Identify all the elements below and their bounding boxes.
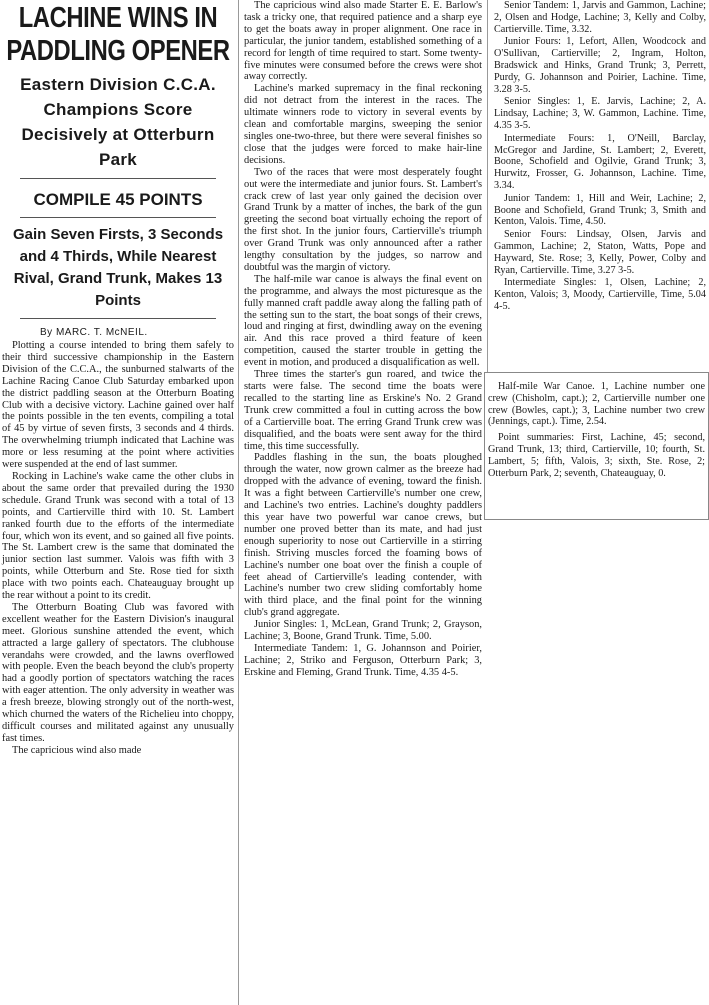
column-1 (0, 0, 236, 1005)
subheadline-deck-3: Gain Seven Firsts, 3 Seconds and 4 Thirds, While Nearest Rival, Grand Trunk, Makes 13 Points (12, 226, 224, 309)
article-paragraph: Paddles flashing in the sun, the boats ploughed through the water, now grown calmer as the breeze had dropped with the advance of evening, toward the finish. It was a fight between Cartierville's number one crew, and Lachine's two entries. Lachine's doughty paddlers this year have two powerful war canoe crews, but number one proved better than its mate, and had just enough superiority to nose out Cartierville in a stirring finish. Striving muscles forced the foaming bows of Lachine's number one boat over the finish a couple of feet ahead of Cartierville's leading contender, with Lachine's number two crew sliding comfortably home with third place, and the final point for the winning club's grand aggregate. (244, 452, 482, 619)
subheadline-deck-1: Eastern Division C.C.A. Champions Score Decisively at Otterburn Park (20, 75, 216, 169)
headline: LACHINE WINS IN PADDLING OPENER (6, 2, 230, 67)
article-paragraph: The half-mile war canoe is always the final event on the programme, and always the most picturesque as the fully manned craft paddle away along the falling path of the setting sun to the start, the boat songs of their crews, loud and ringing at first, dwindling away on the evening air. And this race proved a third feature of keen competition, caused the starter trouble in getting the event in motion, and produced a disqualification as well. (244, 273, 482, 369)
race-result: Half-mile War Canoe. 1, Lachine number one crew (Chisholm, capt.); 2, Cartierville number one crew (Bowles, capt.); 3, Lachine number two crew (Jennings, capt.). Time, 2.54. (488, 381, 705, 428)
article-paragraph: Lachine's marked supremacy in the final reckoning did not detract from the interest in the races. The ultimate winners rode to victory in several events by clean and comfortable margins, sweeping the senior singles one-two-three, but there were several finishes so close that the judges were forced to make hair-line decisions. (244, 83, 482, 166)
race-result: Junior Fours: 1, Lefort, Allen, Woodcock and O'Sullivan, Cartierville; 2, Ingram, Holton, Bradswick and Hinks, Grand Trunk; 3, Perrett, Purdy, G. Johannson and Poirier, Lachine. Time, 3.28 3-5. (494, 36, 706, 95)
column-2 (242, 0, 484, 1005)
article-paragraph: Rocking in Lachine's wake came the other clubs in about the same order that prevailed during the 1930 schedule. Grand Trunk was second with a total of 13 points, and Cartierville third with 10. St. Lambert ranked fourth due to the efforts of the intermediate four, which won its event, and so gained all five points. The St. Lambert crew is the same that dominated the junior section last summer. Valois was fifth with 3 points, while Otterburn and Ste. Rose tied for sixth place with two points each. Chateauguay brought up the rear without a point to its credit. (2, 470, 234, 602)
race-result: Senior Singles: 1, E. Jarvis, Lachine; 2, A. Lindsay, Lachine; 3, W. Gammon, Lachine. Time, 4.35 3-5. (494, 96, 706, 131)
column-3 (491, 0, 709, 370)
divider (20, 178, 216, 179)
article-paragraph: Two of the races that were most desperately fought out were the intermediate and junior fours. St. Lambert's crack crew of last year only gained the decision over Grand Trunk by a matter of inches, the bark of the gun greeting the second boat virtually echoing the report of the first shot. In the junior fours, Cartierville's triumph over Grand Trunk was only announced after a rather lengthy consultation by the judges, so narrow and doubtful was the margin of victory. (244, 166, 482, 273)
race-result: Junior Tandem: 1, Hill and Weir, Lachine; 2, Boone and Schofield, Grand Trunk; 3, Smith and Kenton, Valois. Time, 4.50. (494, 192, 706, 228)
article-paragraph: Three times the starter's gun roared, and twice the starts were false. The second time the boats were recalled to the starting line as Erskine's No. 2 Grand Trunk crew committed a foul in cutting across the bow of a Cartierville boat. The erring Grand Trunk crew was disqualified, and the boats were sent away for the third time, this time successfully. (244, 369, 482, 452)
race-result: Intermediate Fours: 1, O'Neill, Barclay, McGregor and Jardine, St. Lambert; 2, Everett, Boone, Schofield and Ogilvie, Grand Trunk; 3, Hurwitz, Frosser, G. Johannson, Lachine. Time, 3.34. (494, 132, 706, 191)
column-3-continued (484, 372, 709, 520)
race-result: Senior Fours: Lindsay, Olsen, Jarvis and Gammon, Lachine; 2, Staton, Watts, Pope and Hayward, Ste. Rose; 3, Kelly, Power, Colby and Ryan, Cartierville. Time, 3.27 3-5. (494, 229, 706, 276)
race-result: Junior Singles: 1, McLean, Grand Trunk; 2, Grayson, Lachine; 3, Boone, Grand Trunk. Time, 5.00. (244, 619, 482, 643)
race-result: Intermediate Singles: 1, Olsen, Lachine; 2, Kenton, Valois; 3, Moody, Cartierville, Time, 5.04 4-5. (494, 277, 706, 312)
divider (20, 318, 216, 319)
divider (20, 217, 216, 218)
race-result: Senior Tandem: 1, Jarvis and Gammon, Lachine; 2, Olsen and Hodge, Lachine; 3, Kelly and Colby, Cartierville. Time, 3.32. (494, 0, 706, 35)
column-rule (238, 0, 239, 1005)
article-paragraph: The capricious wind also made (12, 744, 142, 756)
article-paragraph: Plotting a course intended to bring them safely to their third successive championship in the Eastern Division of the C.C.A., the sunburned stalwarts of the Lachine Racing Canoe Club Saturday embarked upon the district paddling season at the Otterburn Boating Club with a decisive victory. Lachine gained over half the points possible in the ten events, compiling a total of 45 by virtue of seven firsts, 3 seconds and 4 thirds. The overwhelming triumph indicated that Lachine was more or less resuming at the point where activities were suspended at the end of last summer. (2, 340, 234, 471)
article-paragraph: The Otterburn Boating Club was favored with excellent weather for the Eastern Division's inaugural meet. Glorious sunshine attended the event, which attracted a large gallery of spectators. The clubhouse verandahs were crowded, and the lawns overflowed with people. Even the beach beyond the club's property had a goodly portion of spectators watching the races with eager attention. The only adversity in weather was a fresh breeze, blowing strongly out of the north-west, which churned the waters of the Richelieu into choppy, difficult courses and militated against any unusually fast times. (2, 601, 234, 744)
point-summary: Point summaries: First, Lachine, 45; second, Grand Trunk, 13; third, Cartierville, 10; fourth, St. Lambert, 5; fifth, Valois, 3; sixth, Ste. Rose, 2; Otterburn Park, 2; seventh, Chateauguay, 0. (488, 432, 705, 479)
race-result: Intermediate Tandem: 1, G. Johannson and Poirier, Lachine; 2, Striko and Ferguson, Otterburn Park; 3, Erskine and Fleming, Grand Trunk. Time, 4.35 4-5. (244, 642, 482, 678)
article-paragraph: The capricious wind also made Starter E. E. Barlow's task a tricky one, that required patience and a sharp eye to get the boats away in proper alignment. One race in particular, the junior tandem, established something of a record for length of time required to start. Some twenty-five minutes were consumed before the crews were shot away correctly. (244, 0, 482, 83)
subheadline-deck-2: COMPILE 45 POINTS (33, 190, 203, 209)
column-rule (487, 0, 488, 372)
byline: By MARC. T. McNEIL. (40, 327, 148, 338)
